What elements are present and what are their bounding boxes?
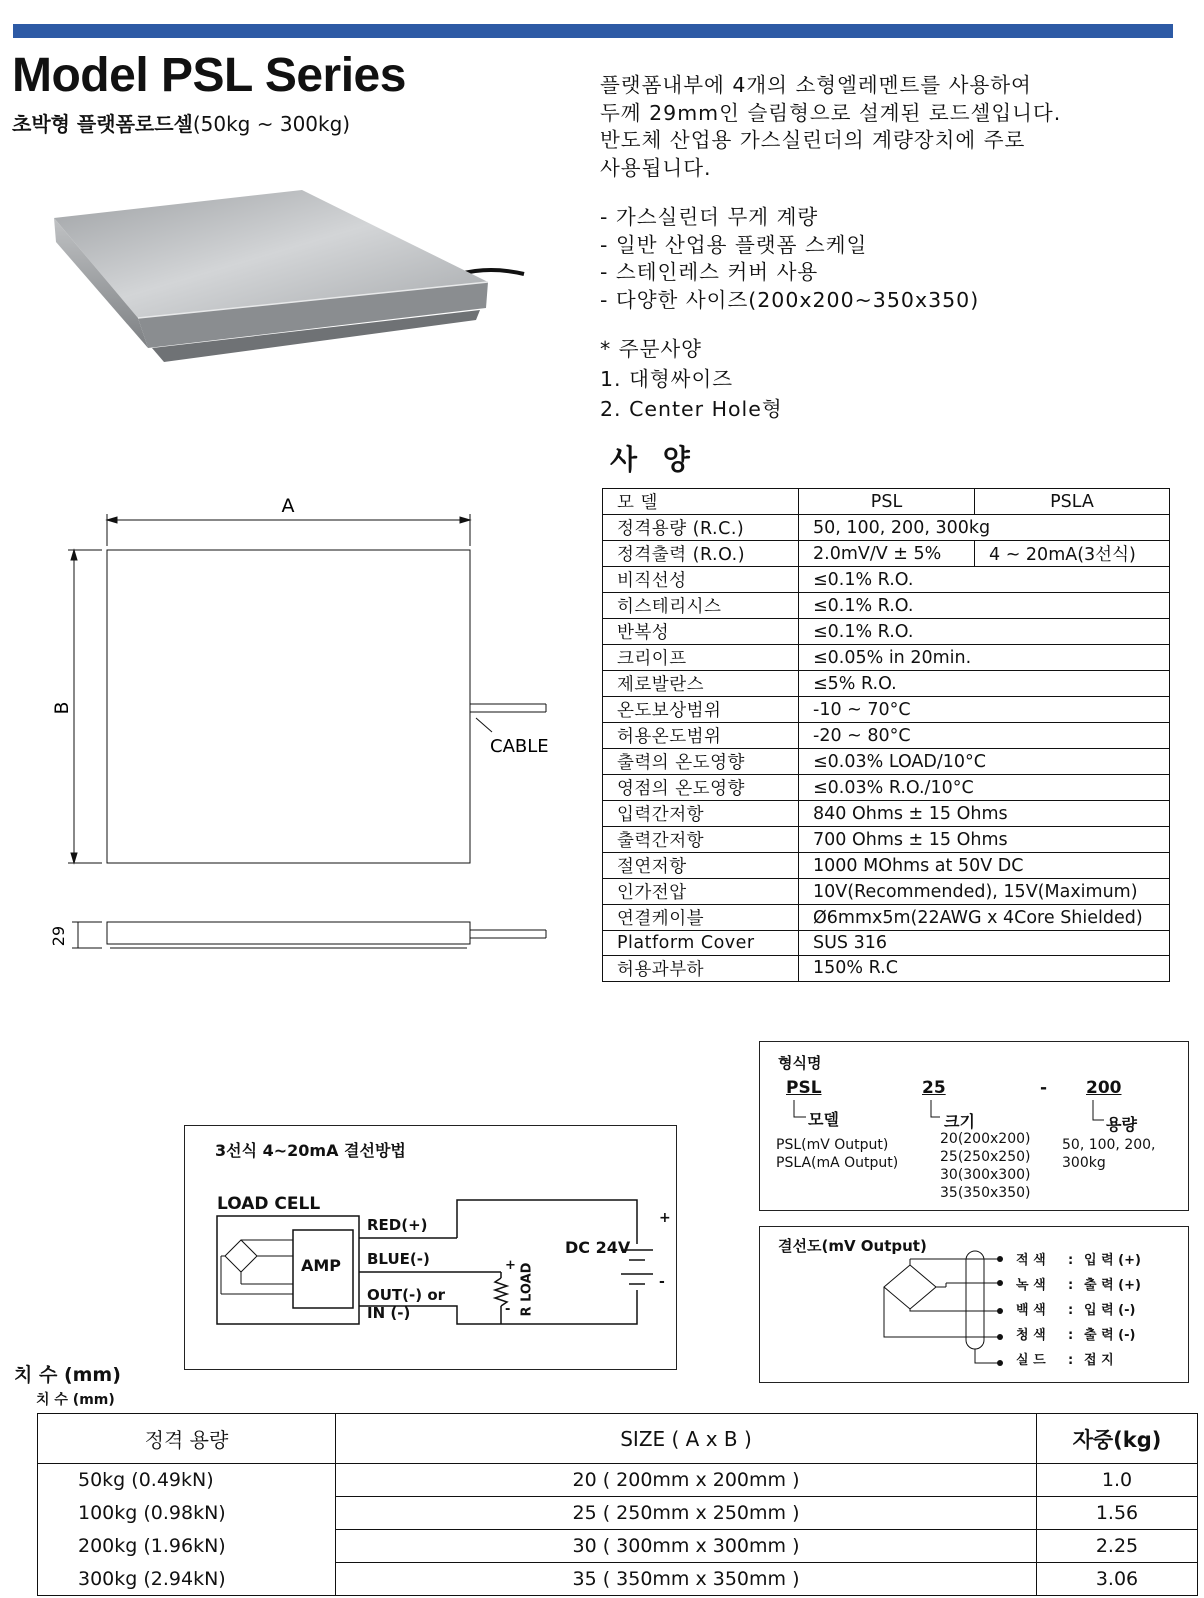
cable-label: CABLE [490,736,549,757]
wiring-ma-title: 3선식 4~20mA 결선방법 [215,1141,406,1160]
wire-legend-row [1016,1324,1176,1343]
spec-row [603,749,1170,775]
dimensions-heading: 치 수 (mm) [14,1364,121,1386]
spec-value: 150% R.C [799,955,1170,981]
description-line: 플랫폼내부에 4개의 소형엘레멘트를 사용하여 [600,73,1032,97]
order-item: 1. 대형싸이즈 [600,367,734,391]
spec-key: 모 델 [603,489,799,515]
wire-color: 실 드 [1016,1353,1046,1368]
spec-value: 700 Ohms ± 15 Ohms [799,827,1170,853]
spec-key: 연결케이블 [603,905,799,931]
dimensions-row [38,1563,1198,1596]
dimensions-header-row [38,1414,1198,1464]
header-capacity: 정격 용량 [38,1414,336,1464]
size-option: 35(350x350) [940,1185,1031,1201]
spec-value: ≤0.03% R.O./10°C [799,775,1170,801]
spec-row [603,931,1170,956]
row-size: 25 ( 250mm x 250mm ) [336,1497,1037,1530]
wire-signal: 접 지 [1084,1353,1114,1368]
wire-legend-row [1016,1274,1176,1293]
row-capacity: 100kg (0.98kN) [38,1497,336,1530]
red-wire-label: RED(+) [367,1216,428,1234]
wire-separator: : [1068,1328,1074,1343]
dimension-drawing [40,490,570,970]
size-option: 30(300x300) [940,1167,1031,1183]
dim-label-b: B [51,701,73,715]
row-weight: 1.0 [1037,1464,1198,1497]
spec-value: ≤0.1% R.O. [799,619,1170,645]
row-capacity: 50kg (0.49kN) [38,1464,336,1497]
in-wire-label: IN (-) [367,1304,411,1322]
model-code-size: 25 [922,1078,946,1098]
spec-row [603,619,1170,645]
dim-label-a: A [281,495,295,517]
product-photo [40,170,540,380]
spec-row [603,827,1170,853]
spec-value: SUS 316 [799,931,1170,956]
dimensions-row [38,1464,1198,1497]
spec-row [603,645,1170,671]
wire-legend-row [1016,1249,1176,1268]
spec-key: Platform Cover [603,931,799,956]
spec-row [603,905,1170,931]
row-size: 30 ( 300mm x 300mm ) [336,1530,1037,1563]
header-weight: 자중(kg) [1037,1414,1198,1464]
model-code-title: 형식명 [778,1054,822,1072]
wire-legend-row [1016,1299,1176,1318]
model-option: PSL(mV Output) [776,1137,889,1153]
wire-signal: 출 력 (-) [1084,1328,1136,1343]
capacity-label: 용량 [1106,1115,1137,1134]
spec-row [603,723,1170,749]
spec-heading: 사 양 [610,443,698,476]
wire-signal: 입 력 (-) [1084,1303,1136,1318]
wire-signal: 입 력 (+) [1084,1253,1141,1268]
spec-row [603,567,1170,593]
spec-key: 제로발란스 [603,671,799,697]
spec-value: ≤0.05% in 20min. [799,645,1170,671]
feature-item: - 일반 산업용 플랫폼 스케일 [600,232,868,257]
description-line: 반도체 산업용 가스실린더의 계량장치에 주로 [600,128,1026,152]
wiring-ma-box [184,1125,677,1370]
model-code-dash: - [1040,1078,1048,1098]
wiring-mv-title: 결선도(mV Output) [778,1237,927,1255]
amp-label: AMP [301,1256,342,1275]
wire-color: 적 색 [1016,1253,1046,1268]
row-capacity: 300kg (2.94kN) [38,1563,336,1596]
row-weight: 2.25 [1037,1530,1198,1563]
wire-legend-row [1016,1349,1176,1368]
header-size: SIZE ( A x B ) [336,1414,1037,1464]
thickness-label: 29 [49,925,68,947]
order-title: * 주문사양 [600,337,702,361]
feature-item: - 스테인레스 커버 사용 [600,260,819,284]
row-weight: 3.06 [1095,1568,1139,1590]
size-option: 25(250x250) [940,1149,1031,1165]
order-options [600,334,783,424]
spec-header-row [603,489,1170,515]
spec-key: 입력간저항 [603,801,799,827]
spec-key: 영점의 온도영향 [603,775,799,801]
spec-value: 2.0mV/V ± 5% [799,541,975,567]
size-option: 20(200x200) [940,1131,1031,1147]
spec-key: 온도보상범위 [603,697,799,723]
spec-value: 50, 100, 200, 300kg [799,515,1170,541]
out-wire-label: OUT(-) or [367,1286,446,1304]
subtitle-range: (50kg ~ 300kg) [192,112,351,136]
dimensions-row [38,1530,1198,1563]
spec-row [603,541,1170,567]
wire-separator: : [1068,1278,1074,1293]
spec-row [603,879,1170,905]
rload-plus-label: + [505,1258,516,1273]
wire-color: 백 색 [1016,1303,1046,1318]
row-capacity: 200kg (1.96kN) [38,1530,336,1563]
model-option: PSLA(mA Output) [776,1155,899,1171]
spec-row [603,853,1170,879]
dimensions-row [38,1497,1198,1530]
model-code-model: PSL [786,1078,822,1098]
spec-row [603,593,1170,619]
spec-value: ≤5% R.O. [799,671,1170,697]
spec-col-psl: PSL [799,489,975,515]
page-title: Model PSL Series [12,49,406,102]
description [600,72,1061,182]
dimensions-table [37,1413,1198,1596]
dc-minus-label: - [659,1274,665,1290]
spec-value: ≤0.1% R.O. [799,567,1170,593]
spec-value: 1000 MOhms at 50V DC [799,853,1170,879]
spec-value: ≤0.03% LOAD/10°C [799,749,1170,775]
spec-key: 정격출력 (R.O.) [603,541,799,567]
order-item: 2. Center Hole형 [600,397,783,421]
spec-value: 840 Ohms ± 15 Ohms [799,801,1170,827]
spec-row [603,955,1170,981]
model-label: 모델 [808,1110,839,1129]
feature-item: - 다양한 사이즈(200x200~350x350) [600,287,980,312]
spec-table [602,488,1170,982]
spec-value: 4 ~ 20mA(3선식) [975,541,1170,567]
subtitle-bold: 초박형 플랫폼로드셀 [12,112,193,136]
spec-row [603,775,1170,801]
spec-key: 출력의 온도영향 [603,749,799,775]
dc-supply-label: DC 24V [565,1238,631,1257]
spec-key: 크리이프 [603,645,799,671]
spec-value: -20 ~ 80°C [799,723,1170,749]
row-size: 20 ( 200mm x 200mm ) [336,1464,1037,1497]
wire-separator: : [1068,1353,1074,1368]
rload-label: R LOAD [519,1262,535,1317]
top-accent-bar [13,24,1173,38]
spec-row [603,671,1170,697]
spec-key: 반복성 [603,619,799,645]
spec-key: 허용과부하 [603,955,799,981]
spec-value: -10 ~ 70°C [799,697,1170,723]
spec-key: 허용온도범위 [603,723,799,749]
spec-row [603,697,1170,723]
spec-value: ≤0.1% R.O. [799,593,1170,619]
row-weight: 1.56 [1037,1497,1198,1530]
spec-key: 절연저항 [603,853,799,879]
wire-color: 녹 색 [1016,1278,1046,1293]
description-line: 두께 29mm인 슬림형으로 설계된 로드셀입니다. [600,100,1062,125]
rload-minus-label: - [505,1302,511,1317]
page-subtitle [12,108,350,137]
capacity-option: 300kg [1062,1155,1106,1171]
spec-key: 비직선성 [603,567,799,593]
model-code-box [759,1041,1189,1211]
model-options [776,1136,898,1172]
spec-key: 히스테리시스 [603,593,799,619]
wire-separator: : [1068,1303,1074,1318]
dc-plus-label: + [659,1210,671,1226]
capacity-option: 50, 100, 200, [1062,1137,1156,1153]
wire-signal: 출 력 (+) [1084,1278,1141,1293]
load-cell-label: LOAD CELL [217,1194,321,1214]
size-options [940,1130,1030,1202]
spec-value: Ø6mmx5m(22AWG x 4Core Shielded) [799,905,1170,931]
spec-key: 출력간저항 [603,827,799,853]
spec-row [603,801,1170,827]
wiring-mv-box [759,1226,1189,1383]
dimensions-subheading: 치 수 (mm) [36,1392,115,1408]
model-code-capacity: 200 [1086,1078,1122,1098]
capacity-options [1062,1136,1156,1172]
wire-separator: : [1068,1253,1074,1268]
feature-item: - 가스실린더 무게 계량 [600,205,819,229]
spec-col-psla: PSLA [975,489,1170,515]
feature-list [600,204,979,314]
spec-value: 10V(Recommended), 15V(Maximum) [799,879,1170,905]
blue-wire-label: BLUE(-) [367,1250,430,1268]
size-label: 크기 [944,1112,975,1131]
spec-key: 정격용량 (R.C.) [603,515,799,541]
description-line: 사용됩니다. [600,155,712,180]
row-size: 35 ( 350mm x 350mm ) [336,1563,1037,1596]
spec-key: 인가전압 [603,879,799,905]
spec-row [603,515,1170,541]
wire-color: 청 색 [1016,1328,1046,1343]
